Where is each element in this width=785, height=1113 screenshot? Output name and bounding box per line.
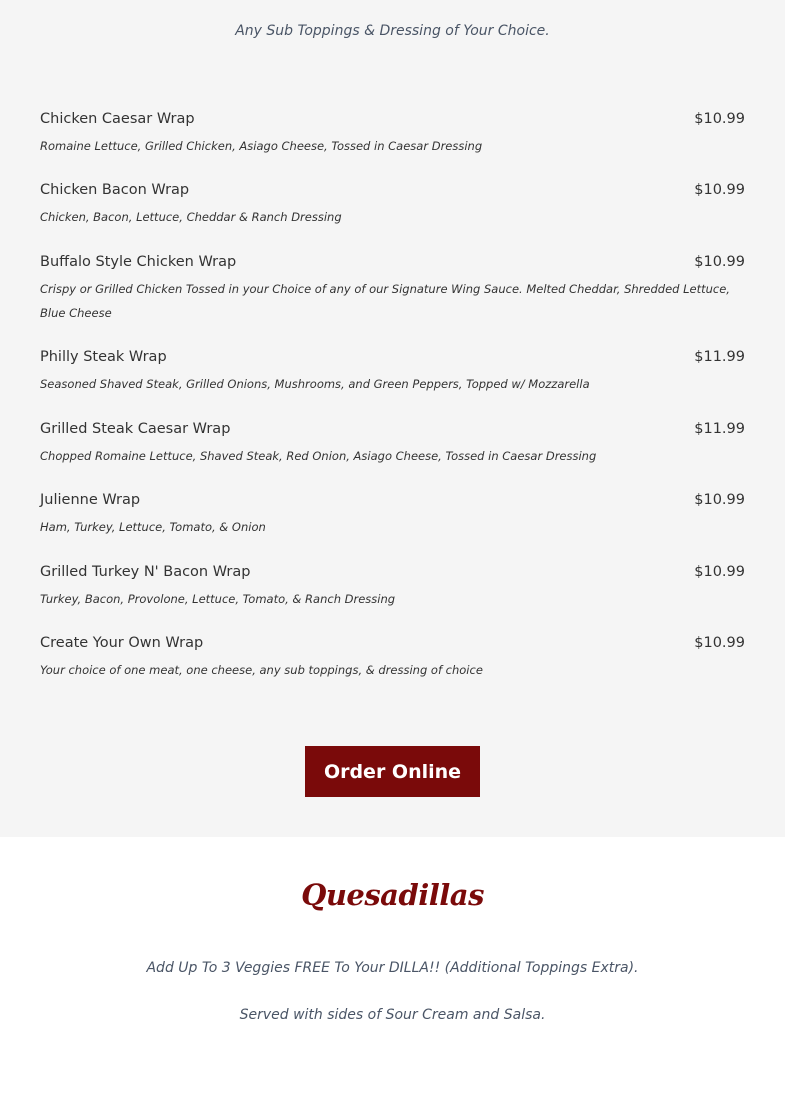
menu-item-price: $10.99: [694, 635, 745, 651]
menu-item-price: $10.99: [694, 492, 745, 508]
menu-item-name: Chicken Bacon Wrap: [40, 182, 190, 198]
menu-item-description: Crispy or Grilled Chicken Tossed in your Choice of any of our Signature Wing Sauce. Melted Cheddar, Shredded Lettuce, Blue Cheese: [40, 282, 730, 320]
menu-item-name: Julienne Wrap: [40, 492, 141, 508]
menu-item-price: $11.99: [694, 421, 745, 437]
menu-item-price: $10.99: [694, 182, 745, 198]
menu-item-description: Turkey, Bacon, Provolone, Lettuce, Tomato, & Ranch Dressing: [40, 592, 396, 606]
order-online-button[interactable]: Order Online: [305, 746, 480, 797]
menu-item-price: $10.99: [694, 564, 745, 580]
wraps-intro: Any Sub Toppings & Dressing of Your Choice.: [235, 23, 550, 39]
menu-item-description: Ham, Turkey, Lettuce, Tomato, & Onion: [40, 520, 266, 534]
menu-item-price: $10.99: [694, 111, 745, 127]
menu-item-name: Create Your Own Wrap: [40, 635, 204, 651]
menu-item-name: Chicken Caesar Wrap: [40, 111, 195, 127]
menu-item-name: Buffalo Style Chicken Wrap: [40, 254, 237, 270]
menu-item: [40, 182, 745, 229]
quesadillas-note-veggies: Add Up To 3 Veggies FREE To Your DILLA!! (Additional Toppings Extra).: [146, 960, 639, 976]
menu-item-name: Philly Steak Wrap: [40, 349, 167, 365]
menu-item-description: Chicken, Bacon, Lettuce, Cheddar & Ranch Dressing: [40, 210, 342, 224]
menu-item: [40, 564, 745, 611]
menu-item-name: Grilled Turkey N' Bacon Wrap: [40, 564, 251, 580]
menu-item: [40, 254, 745, 325]
menu-item-description: Seasoned Shaved Steak, Grilled Onions, Mushrooms, and Green Peppers, Topped w/ Mozzarella: [40, 377, 590, 391]
quesadillas-note-sides: Served with sides of Sour Cream and Salsa.: [239, 1007, 546, 1023]
menu-item-description: Romaine Lettuce, Grilled Chicken, Asiago Cheese, Tossed in Caesar Dressing: [40, 139, 483, 153]
menu-item-description: Your choice of one meat, one cheese, any sub toppings, & dressing of choice: [40, 663, 483, 677]
menu-item: [40, 349, 745, 396]
menu-item: [40, 421, 745, 468]
menu-item-price: $11.99: [694, 349, 745, 365]
menu-item-name: Grilled Steak Caesar Wrap: [40, 421, 231, 437]
menu-item-price: $10.99: [694, 254, 745, 270]
menu-item: [40, 111, 745, 158]
quesadillas-heading: Quesadillas: [301, 878, 484, 912]
menu-item: [40, 492, 745, 539]
menu-item: [40, 635, 745, 682]
menu-item-description: Chopped Romaine Lettuce, Shaved Steak, Red Onion, Asiago Cheese, Tossed in Caesar Dressing: [40, 449, 597, 463]
